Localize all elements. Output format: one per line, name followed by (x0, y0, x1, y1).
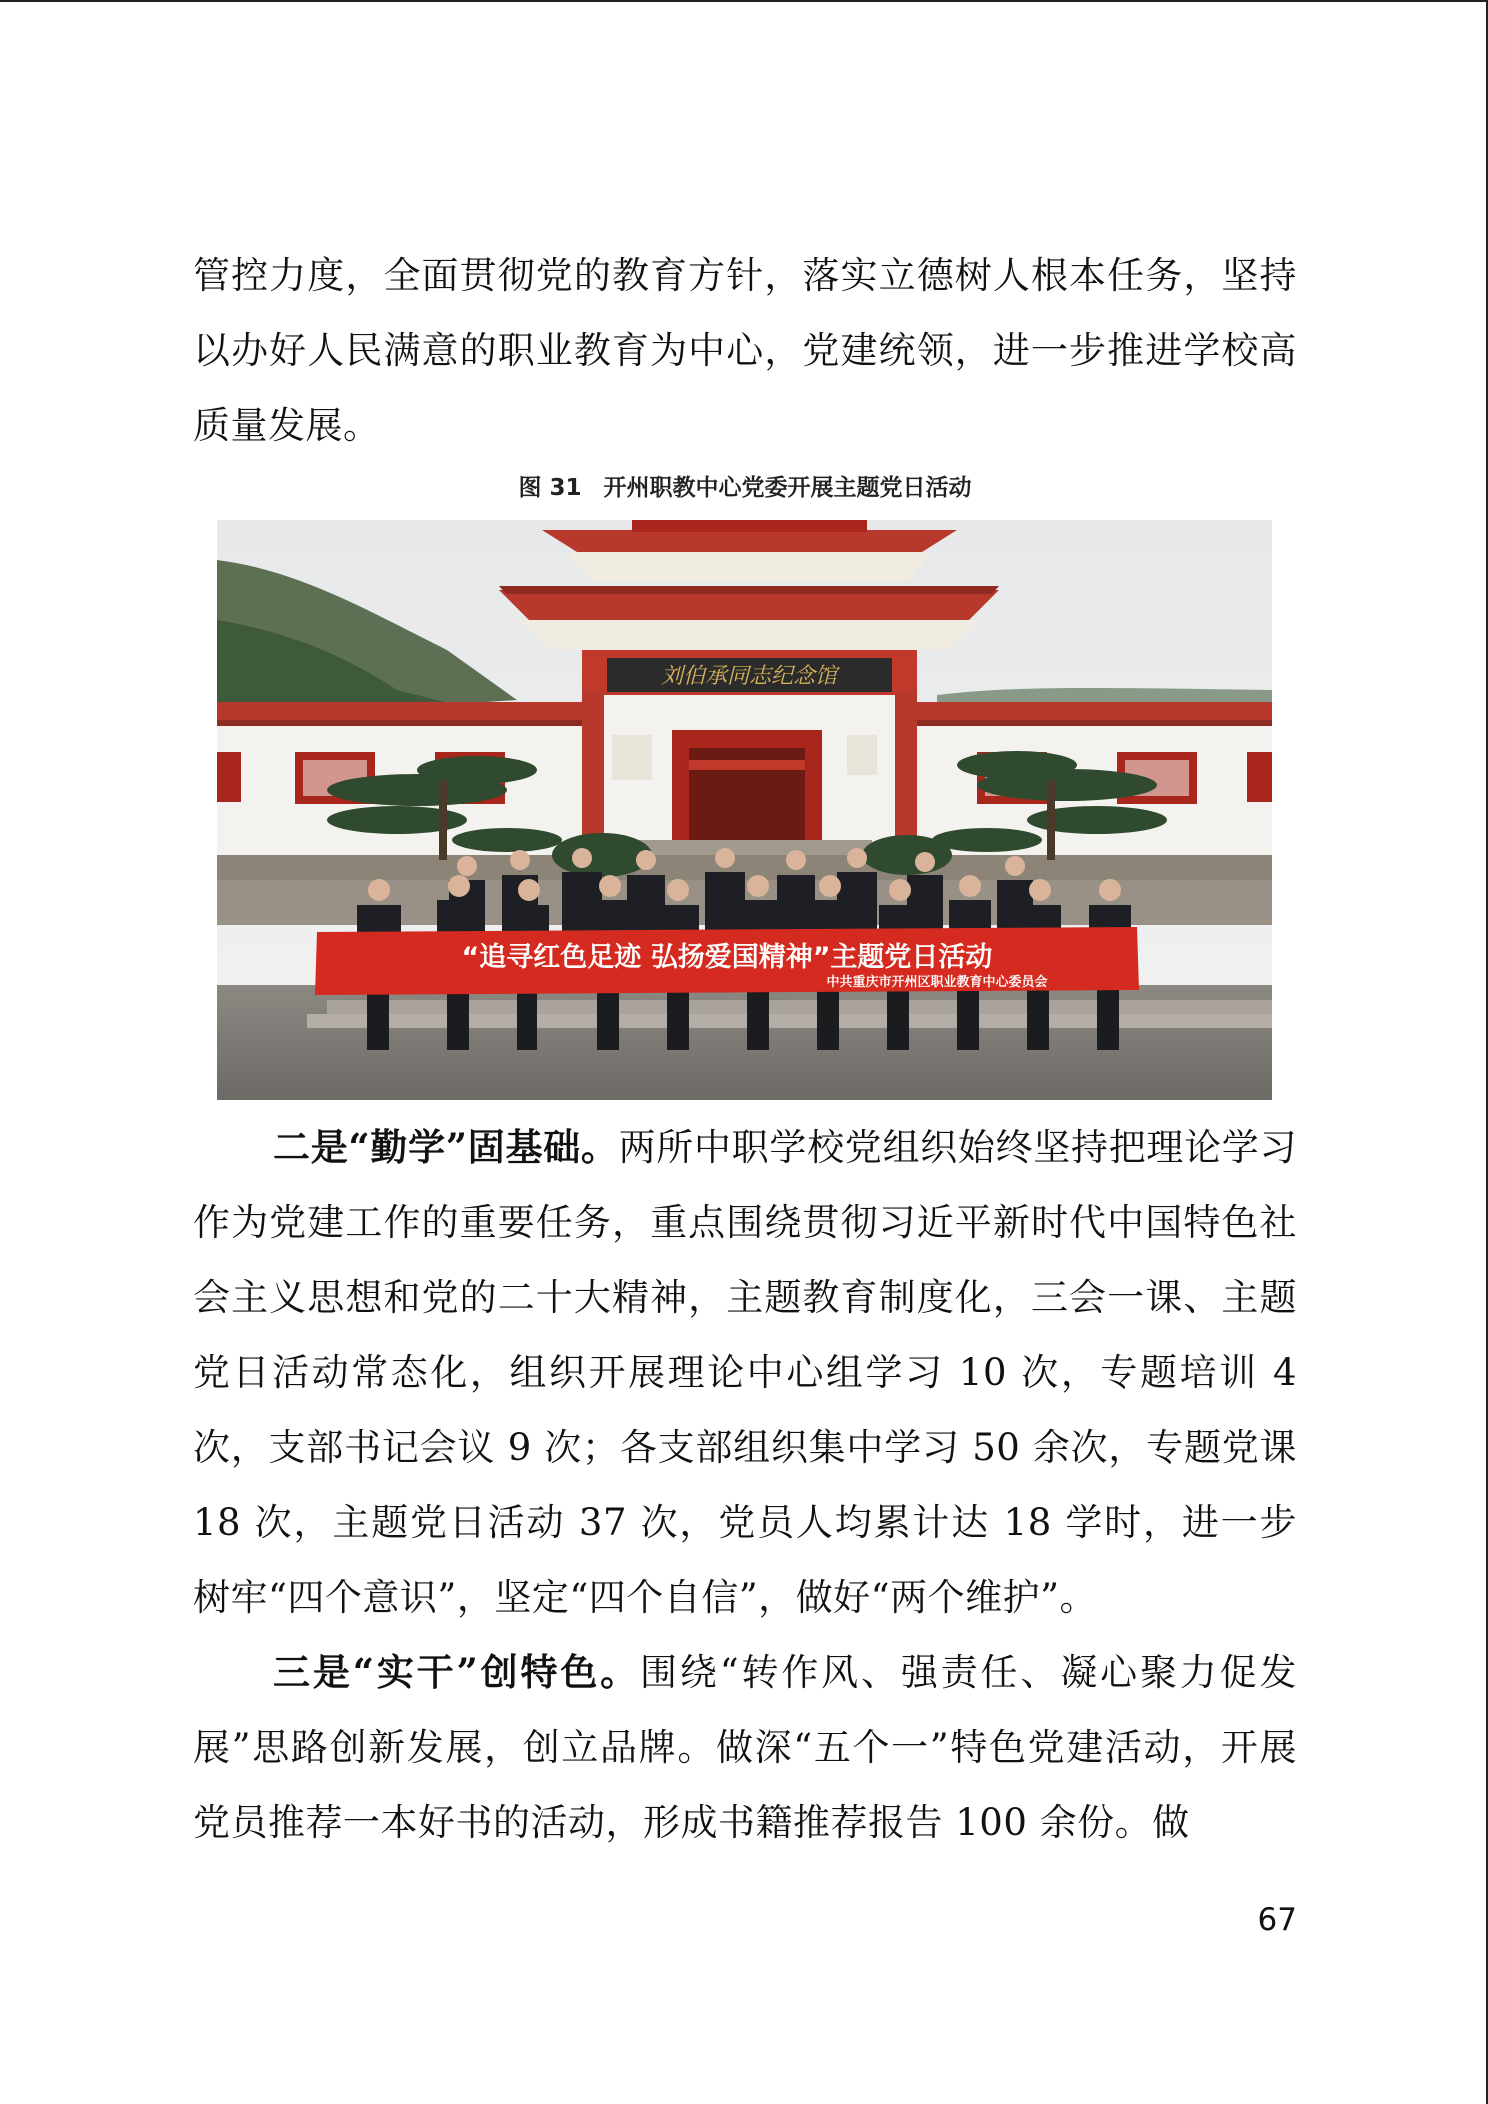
figure-title: 开州职教中心党委开展主题党日活动 (603, 475, 972, 501)
section-3-body: 围绕“转作风、强责任、凝心聚力促发展”思路创新发展，创立品牌。做深“五个一”特色党建活动，开展党员推荐一本好书的活动，形成书籍推荐报告 100 余份。做 (193, 1651, 1297, 1844)
section-2-lead: 二是“勤学”固基础。 (273, 1125, 619, 1169)
page-top-edge (0, 0, 1488, 2)
paragraph-section-2 (193, 1110, 1297, 1635)
plaque-text: 刘伯承同志纪念馆 (660, 664, 838, 689)
section-3-lead: 三是“实干”创特色。 (273, 1650, 641, 1694)
figure-caption (193, 468, 1297, 508)
figure-number: 图 31 (518, 475, 582, 501)
banner-main-text: “追寻红色足迹 弘扬爱国精神”主题党日活动 (461, 942, 993, 973)
banner-sub-text: 中共重庆市开州区职业教育中心委员会 (826, 975, 1048, 990)
paragraph-continued: 管控力度，全面贯彻党的教育方针，落实立德树人根本任务，坚持以办好人民满意的职业教育为中心，党建统领，进一步推进学校高质量发展。 (193, 254, 1297, 447)
page-number: 67 (1257, 1902, 1297, 1938)
section-2-body: 两所中职学校党组织始终坚持把理论学习作为党建工作的重要任务，重点围绕贯彻习近平新时代中国特色社会主义思想和党的二十大精神，主题教育制度化，三会一课、主题党日活动常态化，组织开展理论中心组学习 10 次，专题培训 4 次，支部书记会议 9 次；各支部组织集中学习 50 余次，专题党课 18 次，主题党日活动 37 次，党员人均累计达 18 学时，进一步树牢“四个意识”，坚定“四个自信”，做好“两个维护”。 (193, 1126, 1297, 1619)
paragraph-section-3 (193, 1635, 1297, 1860)
figure-photo (217, 520, 1272, 1100)
